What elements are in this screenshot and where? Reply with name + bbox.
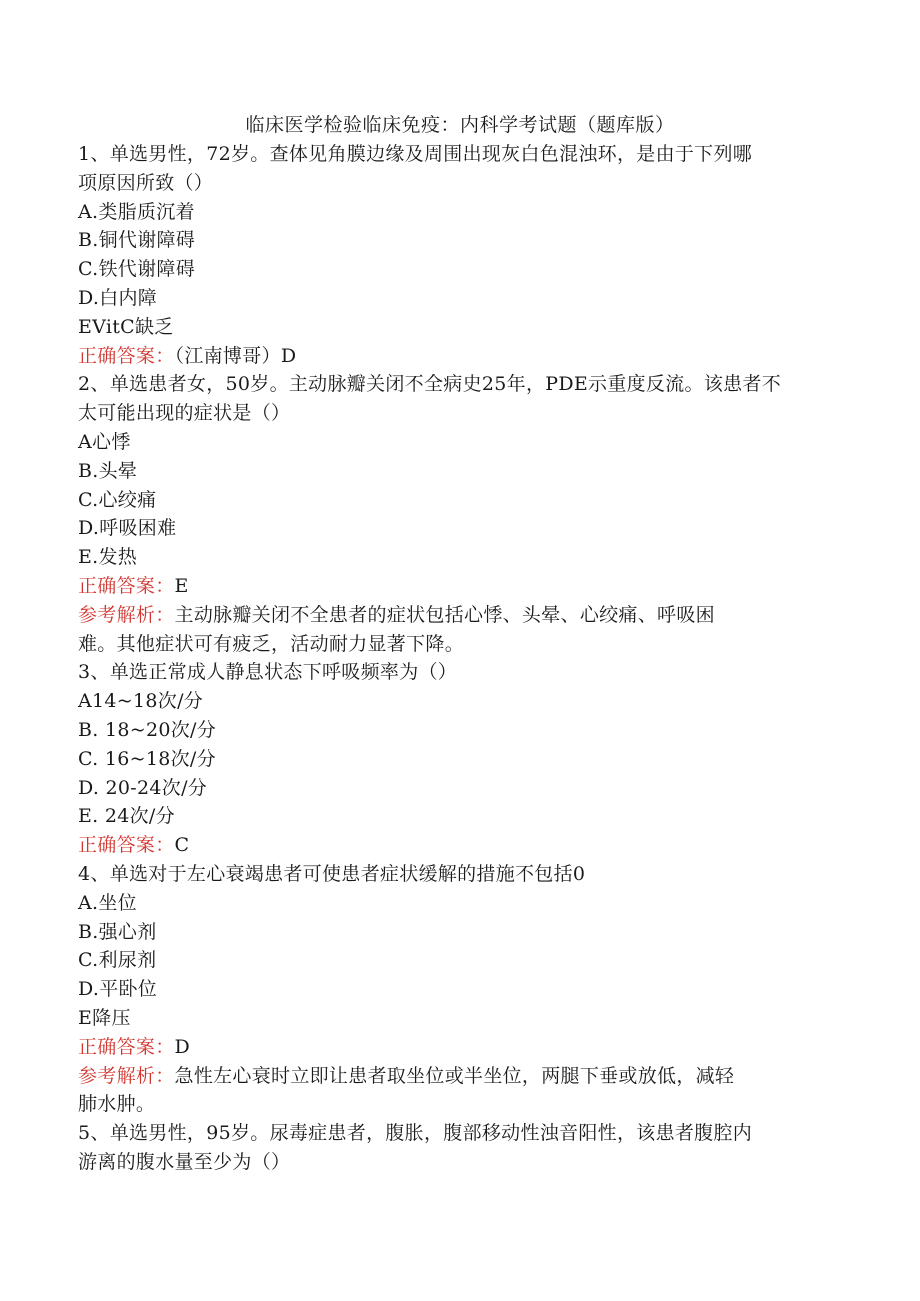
option-d: D. 20-24次/分 (78, 776, 208, 799)
answer-label: 正确答案： (78, 344, 175, 367)
question-list (78, 140, 838, 1177)
answer-row (78, 1033, 838, 1062)
analysis-text-cont: 难。其他症状可有疲乏，活动耐力显著下降。 (78, 632, 465, 655)
option-e: EVitC缺乏 (78, 315, 174, 338)
option-d: D.白内障 (78, 286, 158, 309)
answer-label: 正确答案： (78, 834, 175, 857)
option-b: B.强心剂 (78, 920, 157, 943)
option-a: A心悸 (78, 430, 131, 453)
question-3 (78, 658, 838, 860)
answer-label: 正确答案： (78, 574, 175, 597)
option-b: B.铜代谢障碍 (78, 229, 196, 252)
question-2 (78, 370, 838, 658)
answer-label: 正确答案： (78, 1035, 175, 1058)
option-d: D.平卧位 (78, 978, 158, 1001)
question-stem: 4、单选对于左心衰竭患者可使患者症状缓解的措施不包括0 (78, 862, 586, 885)
option-a: A14~18次/分 (78, 690, 204, 713)
question-stem: 2、单选患者女，50岁。主动脉瓣关闭不全病史25年，PDE示重度反流。该患者不 (78, 373, 782, 396)
analysis-label: 参考解析： (78, 603, 175, 626)
analysis-text-cont: 肺水肿。 (78, 1093, 156, 1116)
option-c: C. 16~18次/分 (78, 747, 216, 770)
option-c: C.铁代谢障碍 (78, 258, 196, 281)
analysis-label: 参考解析： (78, 1064, 175, 1087)
answer-row (78, 342, 838, 371)
option-e: E降压 (78, 1006, 131, 1029)
question-stem: 3、单选正常成人静息状态下呼吸频率为（） (78, 661, 458, 684)
document-title: 临床医学检验临床免疫：内科学考试题（题库版） (245, 114, 675, 136)
option-c: C.心绞痛 (78, 488, 157, 511)
question-5 (78, 1119, 838, 1177)
question-stem-cont: 项原因所致（） (78, 171, 214, 194)
analysis-row (78, 601, 838, 630)
answer-value: C (174, 834, 190, 857)
option-c: C.利尿剂 (78, 949, 157, 972)
option-a: A.坐位 (78, 891, 137, 914)
option-d: D.呼吸困难 (78, 517, 177, 540)
question-1 (78, 140, 838, 370)
question-stem: 1、单选男性，72岁。查体见角膜边缘及周围出现灰白色混浊环，是由于下列哪 (78, 143, 753, 165)
answer-value: （江南博哥）D (174, 344, 297, 367)
option-e: E. 24次/分 (78, 805, 175, 828)
answer-value: E (174, 574, 189, 597)
option-b: B. 18~20次/分 (78, 718, 217, 741)
question-stem-cont: 太可能出现的症状是（） (78, 402, 291, 425)
answer-value: D (174, 1035, 191, 1058)
answer-row (78, 572, 838, 601)
option-e: E.发热 (78, 546, 138, 569)
question-stem: 5、单选男性，95岁。尿毒症患者，腹胀，腹部移动性浊音阳性，该患者腹腔内 (78, 1122, 753, 1145)
analysis-row (78, 1062, 838, 1091)
answer-row (78, 831, 838, 860)
question-4 (78, 860, 838, 1119)
question-stem-cont: 游离的腹水量至少为（） (78, 1150, 291, 1173)
analysis-text: 急性左心衰时立即让患者取坐位或半坐位，两腿下垂或放低，减轻 (174, 1064, 735, 1087)
option-b: B.头晕 (78, 459, 138, 482)
option-a: A.类脂质沉着 (78, 200, 195, 223)
analysis-text: 主动脉瓣关闭不全患者的症状包括心悸、头晕、心绞痛、呼吸困 (174, 603, 715, 626)
